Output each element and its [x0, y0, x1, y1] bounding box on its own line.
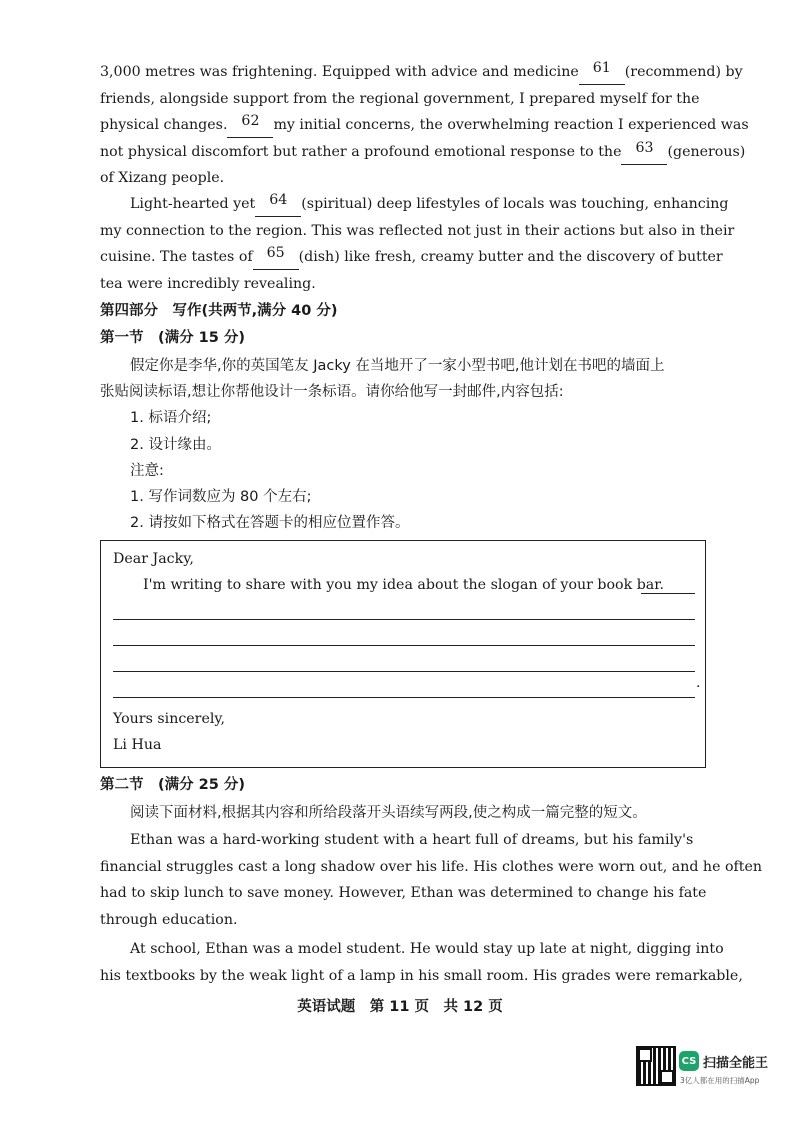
text-line — [100, 963, 743, 989]
page-footer: 英语试题 第 11 页 共 12 页 — [297, 999, 503, 1015]
answer-line — [113, 671, 695, 672]
text-segment: At school, Ethan was a model student. He would stay up late at night, digging into — [130, 941, 724, 957]
text-line — [100, 59, 743, 85]
answer-line — [113, 619, 695, 620]
text-line — [130, 827, 710, 853]
text-segment: through education. — [100, 911, 238, 928]
text-segment: my initial concerns, the overwhelming reaction I experienced was — [273, 117, 749, 133]
text-segment: cuisine. The tastes of — [100, 249, 253, 265]
text-line — [130, 191, 729, 217]
part4-heading: 第四部分 写作(共两节,满分 40 分) — [100, 303, 338, 319]
text-line — [100, 165, 710, 191]
cloze-blank: 64 — [255, 191, 301, 217]
qr-code-icon — [636, 1046, 676, 1086]
section2-instruction: 阅读下面材料,根据其内容和所给段落开头语续写两段,使之构成一篇完整的短文。 — [130, 805, 647, 821]
watermark-app-name: 扫描全能王 — [703, 1056, 769, 1071]
watermark-tagline: 3亿人都在用的扫描App — [680, 1076, 760, 1085]
letter-opening: I'm writing to share with you my idea about the slogan of your book bar. — [143, 577, 664, 593]
letter-format-box — [100, 540, 706, 768]
text-segment: (recommend) by — [624, 64, 743, 80]
prompt-line1: 假定你是李华,你的英国笔友 Jacky 在当地开了一家小型书吧,他计划在书吧的墙面上 — [130, 358, 665, 374]
text-line — [100, 86, 710, 112]
text-segment: financial struggles cast a long shadow over his life. His clothes were worn out, and he often — [100, 858, 763, 875]
cloze-blank: 63 — [621, 139, 667, 165]
text-segment: (dish) like fresh, creamy butter and the discovery of butter — [298, 249, 723, 265]
text-line — [100, 854, 763, 880]
text-segment: of Xizang people. — [100, 170, 225, 186]
text-segment: not physical discomfort but rather a profound emotional response to the — [100, 143, 622, 160]
text-segment: his textbooks by the weak light of a lamp in his small room. His grades were remarkable, — [100, 967, 743, 984]
text-line — [100, 907, 710, 933]
text-line — [100, 139, 746, 165]
answer-line — [113, 645, 695, 646]
text-segment: friends, alongside support from the regional government, I prepared myself for the — [100, 90, 700, 107]
text-line — [100, 244, 723, 270]
text-segment: (spiritual) deep lifestyles of locals was touching, enhancing — [301, 196, 729, 212]
text-line — [100, 880, 710, 906]
answer-line-short — [641, 593, 695, 594]
line-end-period: . — [696, 675, 701, 691]
prompt-line2: 张贴阅读标语,想让你帮他设计一条标语。请你给他写一封邮件,内容包括: — [100, 384, 564, 400]
text-segment: (generous) — [667, 143, 746, 160]
note-item1: 1. 写作词数应为 80 个左右; — [130, 489, 312, 505]
text-segment: 3,000 metres was frightening. Equipped with advice and medicine — [100, 64, 579, 80]
camscanner-logo-icon: CS — [679, 1051, 699, 1071]
letter-greeting: Dear Jacky, — [113, 551, 194, 567]
note-label: 注意: — [130, 463, 164, 479]
text-line — [100, 271, 710, 297]
section2-heading: 第二节 (满分 25 分) — [100, 777, 246, 793]
text-segment: my connection to the region. This was reflected not just in their actions but also in their — [100, 222, 735, 239]
text-segment: had to skip lunch to save money. However, Ethan was determined to change his fate — [100, 885, 707, 901]
text-line — [130, 936, 724, 962]
answer-line — [113, 697, 695, 698]
text-line — [100, 218, 735, 244]
text-segment: Light-hearted yet — [130, 196, 256, 212]
text-segment: tea were incredibly revealing. — [100, 275, 316, 292]
text-segment: Ethan was a hard-working student with a heart full of dreams, but his family's — [130, 832, 694, 848]
text-line — [100, 112, 749, 138]
content-point2: 2. 设计缘由。 — [130, 437, 221, 453]
content-point1: 1. 标语介绍; — [130, 410, 212, 426]
letter-closing: Yours sincerely, — [113, 711, 226, 727]
note-item2: 2. 请按如下格式在答题卡的相应位置作答。 — [130, 515, 410, 531]
letter-signature: Li Hua — [113, 737, 162, 753]
cloze-blank: 62 — [227, 112, 273, 138]
cloze-blank: 61 — [579, 59, 625, 85]
section1-heading: 第一节 (满分 15 分) — [100, 330, 246, 346]
text-segment: physical changes. — [100, 117, 228, 133]
cloze-blank: 65 — [253, 244, 299, 270]
